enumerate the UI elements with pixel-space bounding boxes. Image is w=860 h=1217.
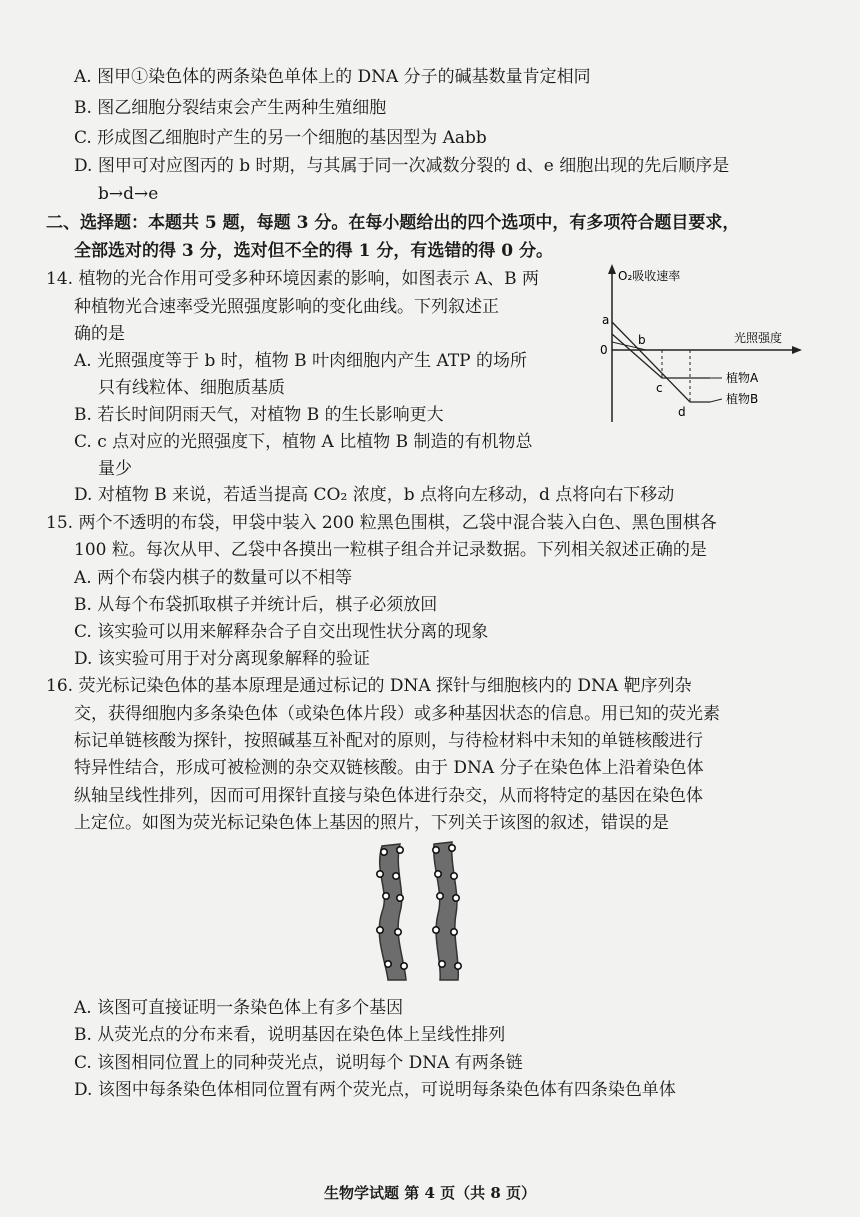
origin-label: 0 xyxy=(600,343,608,357)
q13-option-b: B. 图乙细胞分裂结束会产生两种生殖细胞 xyxy=(74,98,387,118)
q15-option-d: D. 该实验可用于对分离现象解释的验证 xyxy=(74,649,370,669)
light-intensity-graph xyxy=(598,262,808,432)
x-axis-label: 光照强度 xyxy=(734,331,783,345)
q13-option-d: D. 图甲可对应图丙的 b 时期，与其属于同一次减数分裂的 d、e 细胞出现的先后顺序是 xyxy=(74,156,730,176)
section-2-heading: 二、选择题：本题共 5 题，每题 3 分。在每小题给出的四个选项中，有多项符合题目要求， xyxy=(46,213,740,233)
q15-option-a: A. 两个布袋内棋子的数量可以不相等 xyxy=(74,568,353,588)
q14-stem-cont1: 种植物光合速率受光照强度影响的变化曲线。下列叙述正 xyxy=(74,297,499,317)
q13-option-d-cont: b→d→e xyxy=(98,184,159,204)
q14-option-a-cont: 只有线粒体、细胞质基质 xyxy=(98,378,285,398)
q15-option-b: B. 从每个布袋抓取棋子并统计后，棋子必须放回 xyxy=(74,595,438,615)
q16-option-a: A. 该图可直接证明一条染色体上有多个基因 xyxy=(74,998,404,1018)
y-axis-arrow xyxy=(608,264,616,274)
legend-plant-b: 植物B xyxy=(726,392,759,406)
q14-option-b: B. 若长时间阴雨天气，对植物 B 的生长影响更大 xyxy=(74,405,444,425)
q14-option-c-cont: 量少 xyxy=(98,459,132,479)
legend-plant-a: 植物A xyxy=(726,371,759,385)
q13-option-c: C. 形成图乙细胞时产生的另一个细胞的基因型为 Aabb xyxy=(74,128,487,148)
fluorescent-chromosome-image xyxy=(360,832,490,987)
chromosome-right xyxy=(434,842,459,980)
q16-stem-cont5: 上定位。如图为荧光标记染色体上基因的照片，下列关于该图的叙述，错误的是 xyxy=(74,813,669,833)
q16-stem-cont2: 标记单链核酸为探针，按照碱基互补配对的原则，与待检材料中未知的单链核酸进行 xyxy=(74,731,703,751)
q15-stem-cont: 100 粒。每次从甲、乙袋中各摸出一粒棋子组合并记录数据。下列相关叙述正确的是 xyxy=(74,540,707,560)
q16-stem-cont4: 纵轴呈线性排列，因而可用探针直接与染色体进行杂交，从而将特定的基因在染色体 xyxy=(74,786,703,806)
q16-option-d: D. 该图中每条染色体相同位置有两个荧光点，可说明每条染色体有四条染色单体 xyxy=(74,1080,676,1100)
q13-option-a: A. 图甲①染色体的两条染色单体上的 DNA 分子的碱基数量肯定相同 xyxy=(74,67,591,87)
q16-option-c: C. 该图相同位置上的同种荧光点，说明每个 DNA 有两条链 xyxy=(74,1053,523,1073)
x-axis-arrow xyxy=(792,346,802,354)
q16-option-b: B. 从荧光点的分布来看，说明基因在染色体上呈线性排列 xyxy=(74,1025,506,1045)
q14-stem: 14. 植物的光合作用可受多种环境因素的影响，如图表示 A、B 两 xyxy=(46,269,540,289)
q16-stem-cont1: 交，获得细胞内多条染色体（或染色体片段）或多种基因状态的信息。用已知的荧光素 xyxy=(74,704,720,724)
q16-stem-cont3: 特异性结合，形成可被检测的杂交双链核酸。由于 DNA 分子在染色体上沿着染色体 xyxy=(74,758,704,778)
point-a-label: a xyxy=(602,313,610,327)
legend-leader-b xyxy=(710,399,722,402)
page-footer: 生物学试题 第 4 页（共 8 页） xyxy=(324,1184,536,1202)
y-axis-label: O₂吸收速率 xyxy=(618,269,681,283)
section-2-heading-cont: 全部选对的得 3 分，选对但不全的得 1 分，有选错的得 0 分。 xyxy=(74,241,553,261)
q15-stem: 15. 两个不透明的布袋，甲袋中装入 200 粒黑色围棋，乙袋中混合装入白色、黑色围棋各 xyxy=(46,513,717,533)
point-d-label: d xyxy=(678,405,686,419)
q14-option-a: A. 光照强度等于 b 时，植物 B 叶肉细胞内产生 ATP 的场所 xyxy=(74,351,528,371)
q14-option-c: C. c 点对应的光照强度下，植物 A 比植物 B 制造的有机物总 xyxy=(74,432,533,452)
point-b-label: b xyxy=(638,333,646,347)
q14-stem-cont2: 确的是 xyxy=(74,324,125,344)
point-c-label: c xyxy=(656,381,663,395)
q15-option-c: C. 该实验可以用来解释杂合子自交出现性状分离的现象 xyxy=(74,622,489,642)
q14-option-d: D. 对植物 B 来说，若适当提高 CO₂ 浓度，b 点将向左移动，d 点将向右下移动 xyxy=(74,485,675,505)
chromosome-left xyxy=(379,844,406,980)
q16-stem: 16. 荧光标记染色体的基本原理是通过标记的 DNA 探针与细胞核内的 DNA 靶序列杂 xyxy=(46,676,692,696)
